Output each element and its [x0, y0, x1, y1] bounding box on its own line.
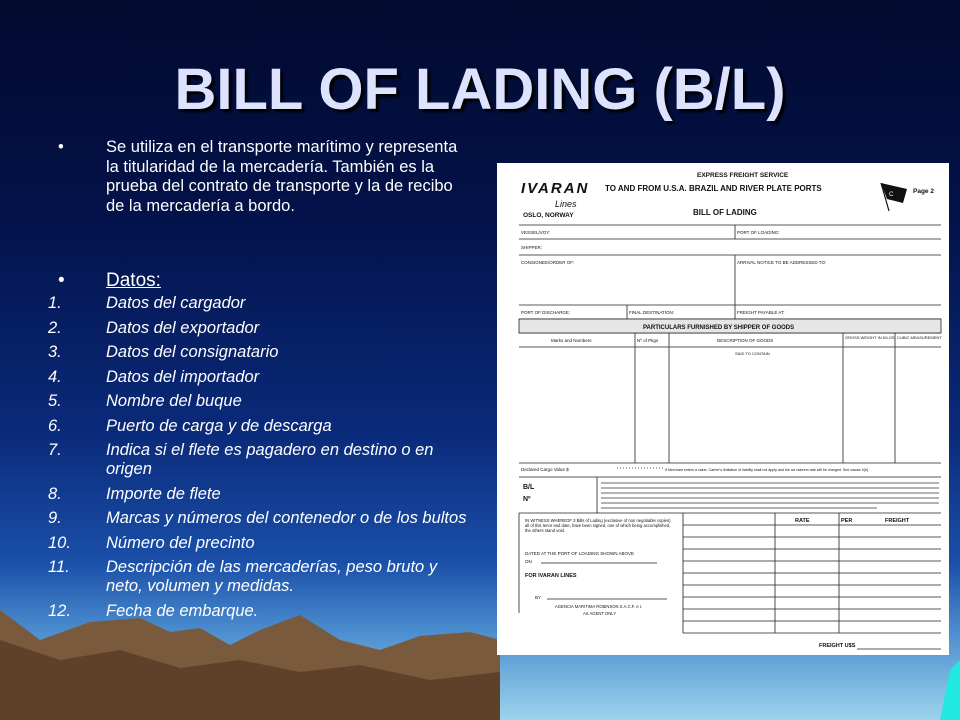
item-text: Fecha de embarque. — [106, 601, 259, 620]
item-text: Descripción de las mercaderías, peso bruto y neto, volumen y medidas. — [106, 558, 438, 595]
col-weight: GROSS WEIGHT IN KILOS — [845, 335, 895, 340]
route-label: TO AND FROM U.S.A. BRAZIL AND RIVER PLATE PORTS — [605, 184, 822, 193]
list-item — [48, 368, 468, 387]
item-text: Datos del cargador — [106, 294, 246, 312]
dated-label: DATED AT THE PORT OF LOADING SHOWN ABOVE — [525, 551, 635, 556]
list-item — [48, 534, 468, 553]
flag-icon — [881, 183, 907, 211]
item-number: 9. — [48, 509, 62, 527]
as-agent-label: AS AGENT ONLY — [583, 611, 617, 616]
list-item — [48, 417, 468, 436]
col-cubic: CUBIC MEASUREMENT — [897, 335, 942, 340]
item-number: 5. — [48, 392, 62, 410]
item-text: Nombre del buque — [106, 392, 242, 410]
list-item — [48, 319, 468, 338]
item-text: Datos del importador — [106, 367, 260, 386]
datos-list — [48, 294, 468, 626]
rate-header: RATE — [795, 518, 810, 524]
item-text: Puerto de carga y de descarga — [106, 416, 332, 435]
item-number: 6. — [48, 416, 62, 435]
port-discharge-label: PORT OF DISCHARGE: — [521, 310, 571, 315]
document-title: BILL OF LADING — [693, 208, 757, 217]
item-number: 8. — [48, 484, 62, 503]
datos-bullet: • — [58, 270, 65, 291]
freight-payable-label: FREIGHT PAYABLE AT: — [737, 310, 785, 315]
list-item — [48, 558, 468, 596]
vessel-label: VESSEL/VOY: — [521, 230, 551, 235]
item-number: 1. — [48, 294, 62, 312]
datos-label: Datos: — [106, 270, 161, 291]
said-to-contain: SAID TO CONTAIN — [735, 351, 770, 356]
item-number: 3. — [48, 343, 62, 361]
col-marks: Marks and Numbers — [551, 338, 592, 343]
freight-total-label: FREIGHT U$S — [819, 643, 856, 649]
datos-heading — [58, 270, 161, 292]
col-pkgs: Nº of Pkgs — [637, 338, 659, 343]
declared-value-note: If Merchant enters a value, Carrier's limitation of liability shall not apply and the ad valorem rate will be charged. See clause 4(b). — [665, 468, 870, 472]
brand-logo: IVARAN — [521, 180, 590, 197]
list-item — [48, 392, 468, 411]
document-form — [497, 163, 949, 655]
shipper-label: SHIPPER: — [521, 245, 543, 250]
item-number: 4. — [48, 367, 62, 386]
list-item — [48, 343, 468, 362]
final-destination-label: FINAL DESTINATION: — [629, 310, 675, 315]
intro-bullet: • — [58, 138, 64, 156]
bl-label: B/L — [523, 484, 535, 491]
flag-letter: C — [889, 192, 894, 198]
item-number: 11. — [48, 558, 70, 576]
per-header: PER — [841, 518, 853, 524]
on-label: ON — [525, 559, 532, 564]
item-text: Datos del exportador — [106, 318, 260, 337]
item-number: 12. — [48, 601, 71, 620]
item-number: 7. — [48, 441, 62, 459]
intro-paragraph — [58, 138, 468, 216]
bl-number-label: Nº — [523, 496, 531, 503]
page-label: Page 2 — [913, 188, 934, 195]
item-text: Marcas y números del contenedor o de los bultos — [106, 509, 467, 527]
witness-text: IN WITNESS WHEREOF 3 Bills of Lading (exclusive of non negotiable copies) all of this tenor and date, have been signed, one of which being accomplished, the others stand void. — [525, 518, 671, 533]
brand-sub: Lines — [555, 199, 577, 209]
brand-city: OSLO, NORWAY — [523, 212, 574, 219]
item-text: Número del precinto — [106, 533, 255, 552]
item-text: Importe de flete — [106, 484, 221, 503]
item-text: Indica si el flete es pagadero en destino o en origen — [106, 441, 434, 478]
arrival-label: ARRIVAL NOTICE TO BE ADDRESSED TO: — [737, 260, 827, 265]
for-lines-label: FOR IVARAN LINES — [525, 573, 577, 579]
particulars-heading: PARTICULARS FURNISHED BY SHIPPER OF GOODS — [643, 325, 795, 331]
list-item — [48, 294, 468, 313]
intro-text: Se utiliza en el transporte marítimo y representa la titularidad de la mercadería. También es la prueba del contrato de transporte y la de recibo de la mercadería a bordo. — [106, 138, 458, 215]
item-number: 10. — [48, 533, 71, 552]
declared-value-label: Declared Cargo Value $ — [521, 467, 569, 472]
freight-header: FREIGHT — [885, 518, 910, 524]
page-title: BILL OF LADING (B/L) — [174, 57, 786, 122]
list-item — [48, 485, 468, 504]
agency-label: AGENCIA MARITIMA ROBINSON S.A.C.F. e I. — [555, 604, 643, 609]
fine-print — [601, 483, 939, 508]
item-text: Datos del consignatario — [106, 343, 279, 361]
consignee-label: CONSIGNEE/ORDER OF: — [521, 260, 575, 265]
item-number: 2. — [48, 318, 62, 337]
list-item — [48, 509, 468, 528]
list-item — [48, 441, 468, 479]
list-item — [48, 602, 468, 621]
col-description: DESCRIPTION OF GOODS — [717, 338, 774, 343]
by-label: BY — [535, 595, 542, 600]
bill-of-lading-document — [497, 163, 949, 655]
port-loading-label: PORT OF LOADING: — [737, 230, 780, 235]
service-label: EXPRESS FREIGHT SERVICE — [697, 172, 789, 179]
